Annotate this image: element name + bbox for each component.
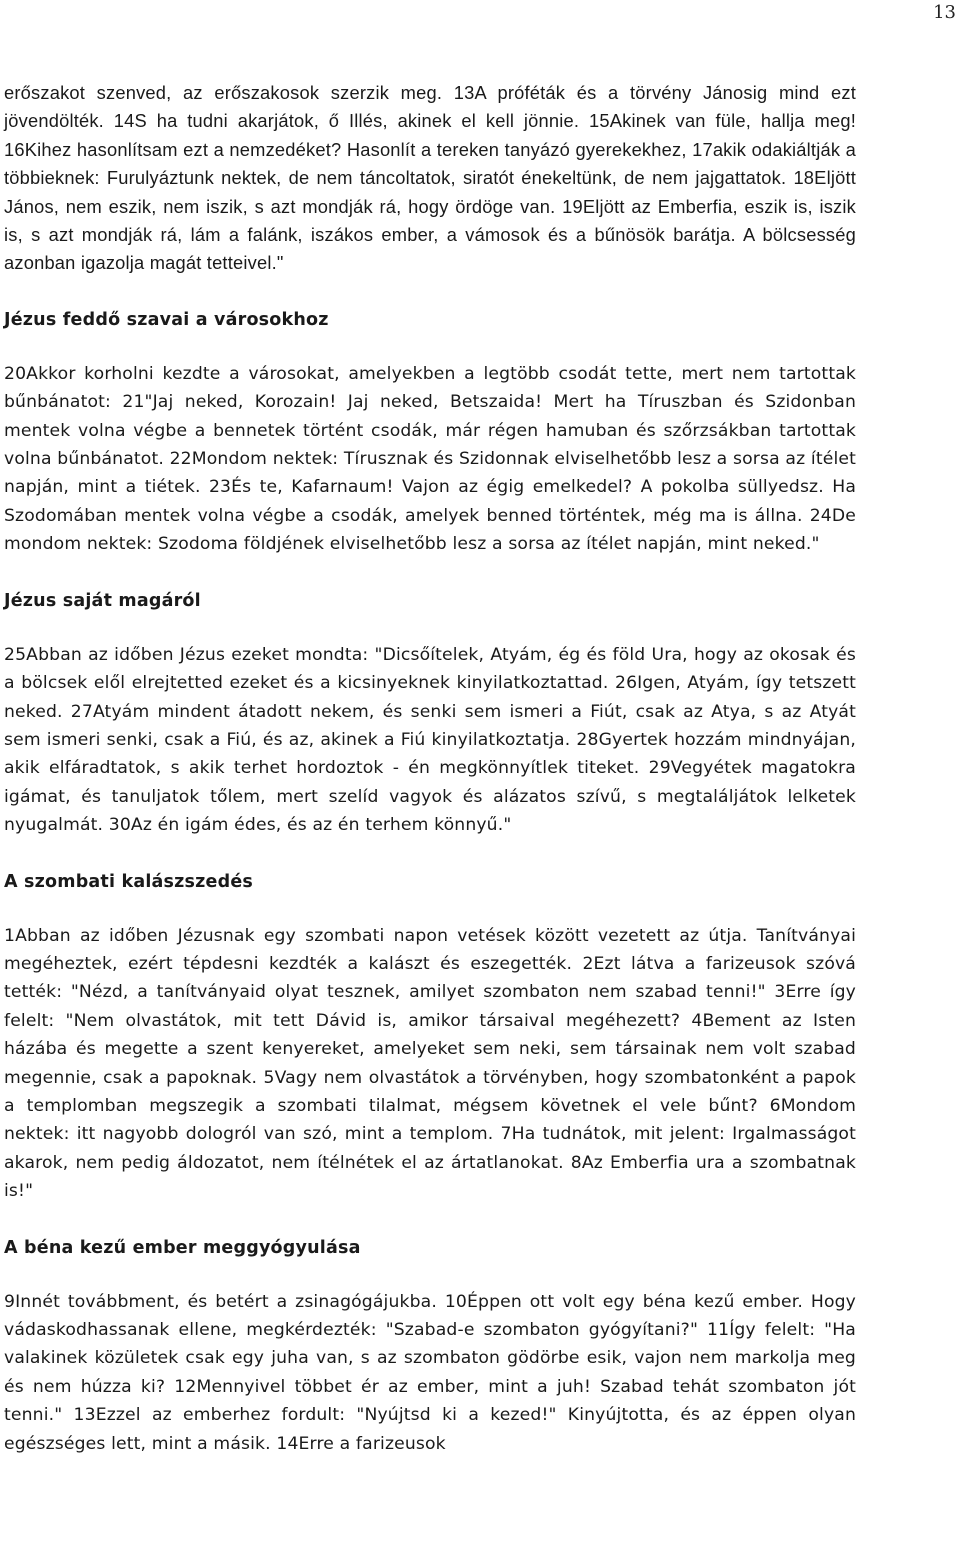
intro-text-part1: erőszakot szenved, az erőszakosok szerzik meg. 13A próféták és a törvény Jánosig mind ezt jövendölték. 14S ha tudni akarjátok, ő Illés, akinek el kell jönnie. 15Akinek van füle, hallja meg! 16Kihez hasonlítsam ezt a nemzedéket? Hasonlít a tereken tanyázó gyerekekhez, 17akik odakiáltják a többieknek: Furulyáztunk nektek, de nem táncoltatok, siratót énekeltünk, de nem jajgattatok. bbox=[4, 82, 856, 189]
intro-paragraph bbox=[4, 79, 856, 278]
section-text-sajat-magarol: 25Abban az időben Jézus ezeket mondta: "Dicsőítelek, Atyám, ég és föld Ura, hogy az okosak és a bölcsek elől elrejtetted ezeket és a kicsinyeknek kinyilatkoztattad. 26Igen, Atyám, így tetszett neked. 27Atyám mindent átadott nekem, és senki sem ismeri a Fiút, csak az Atya, s az Atyát sem ismeri senki, csak a Fiú, és az, akinek a Fiú kinyilatkoztatja. 28Gyertek hozzám mindnyájan, akik elfáradtatok, s akik terhet hordoztok - én megkönnyítlek titeket. 29Vegyétek magatokra igámat, és tanuljatok tőlem, mert szelíd vagyok és alázatos szívű, s megtaláljátok lelketek nyugalmát. 30Az én igám édes, és az én terhem könnyű." bbox=[4, 644, 856, 836]
section-heading-sajat-magarol: Jézus saját magáról bbox=[4, 590, 201, 611]
section-text-kalaszszedes: 1Abban az időben Jézusnak egy szombati napon vetések között vezetett az útja. Tanítványai megéheztek, ezért tépdesni kezdték a kalászt és eszegették. 2Ezt látva a farizeusok szóvá tették: "Nézd, a tanítványaid olyat tesznek, amilyet szombaton nem szabad tenni!" 3Erre így felelt: "Nem olvastátok, mit tett Dávid is, amikor társaival megéhezett? 4Bement az Isten házába és megette a szent kenyereket, amelyeket sem neki, sem társainak nem volt szabad megennie, csak a papoknak. 5Vagy nem olvastátok a törvényben, hogy szombatonként a papok a templomban megszegik a szombati tilalmat, mégsem követnek el vele bűnt? 6Mondom nektek: itt nagyobb dologról van szó, mint a templom. 7Ha tudnátok, mit jelent: Irgalmasságot akarok, nem pedig áldozatot, nem ítélnétek el az ártatlanokat. 8Az Emberfia ura a szombatnak is!" bbox=[4, 925, 856, 1202]
section-heading-kalaszszedes: A szombati kalászszedés bbox=[4, 871, 254, 892]
document-body bbox=[4, 79, 856, 1458]
section-heading-bena-kezu: A béna kezű ember meggyógyulása bbox=[4, 1237, 361, 1258]
section-text-bena-kezu: 9Innét továbbment, és betért a zsinagógájukba. 10Éppen ott volt egy béna kezű ember. Hogy vádaskodhassanak ellene, megkérdezték: "Szabad-e szombaton gyógyítani?" 11Így felelt: "Ha valakinek közületek csak egy juha van, s az szombaton gödörbe esik, vajon nem markolja meg és nem húzza ki? 12Mennyivel többet ér az ember, mint a juh! Szabad tehát szombaton jót tenni." 13Ezzel az emberhez fordult: "Nyújtsd ki a kezed!" Kinyújtotta, és az éppen olyan egészséges lett, mint a másik. 14Erre a farizeusok bbox=[4, 1291, 856, 1454]
section-text-feddo-szavai: 20Akkor korholni kezdte a városokat, amelyekben a legtöbb csodát tette, mert nem tartottak bűnbánatot: 21"Jaj neked, Korozain! Jaj neked, Betszaida! Mert ha Tíruszban és Szidonban mentek volna végbe a bennetek történt csodák, már régen hamuban és szőrzsákban tartottak volna bűnbánatot. 22Mondom nektek: Tírusznak és Szidonnak elviselhetőbb lesz a sorsa az ítélet napján, mint a tiétek. 23És te, Kafarnaum! Vajon az égig emelkedel? A pokolba süllyedsz. Ha Szodomában mentek volna végbe a csodák, amelyek benned történtek, még ma is állna. 24De mondom nektek: Szodoma földjének elviselhetőbb lesz a sorsa az ítélet napján, mint neked." bbox=[4, 363, 856, 555]
section-heading-feddo-szavai: Jézus feddő szavai a városokhoz bbox=[4, 309, 329, 330]
intro-text-part2: 18Eljött János, nem eszik, nem iszik, s azt mondják rá, hogy ördöge van. 19Eljött az Emberfia, eszik is, iszik is, s azt mondják rá, lám a falánk, iszákos ember, a vámosok és a bűnösök barátja. A bölcsesség azonban igazolja magát tetteivel." bbox=[4, 167, 857, 274]
page-number: 13 bbox=[933, 2, 956, 23]
